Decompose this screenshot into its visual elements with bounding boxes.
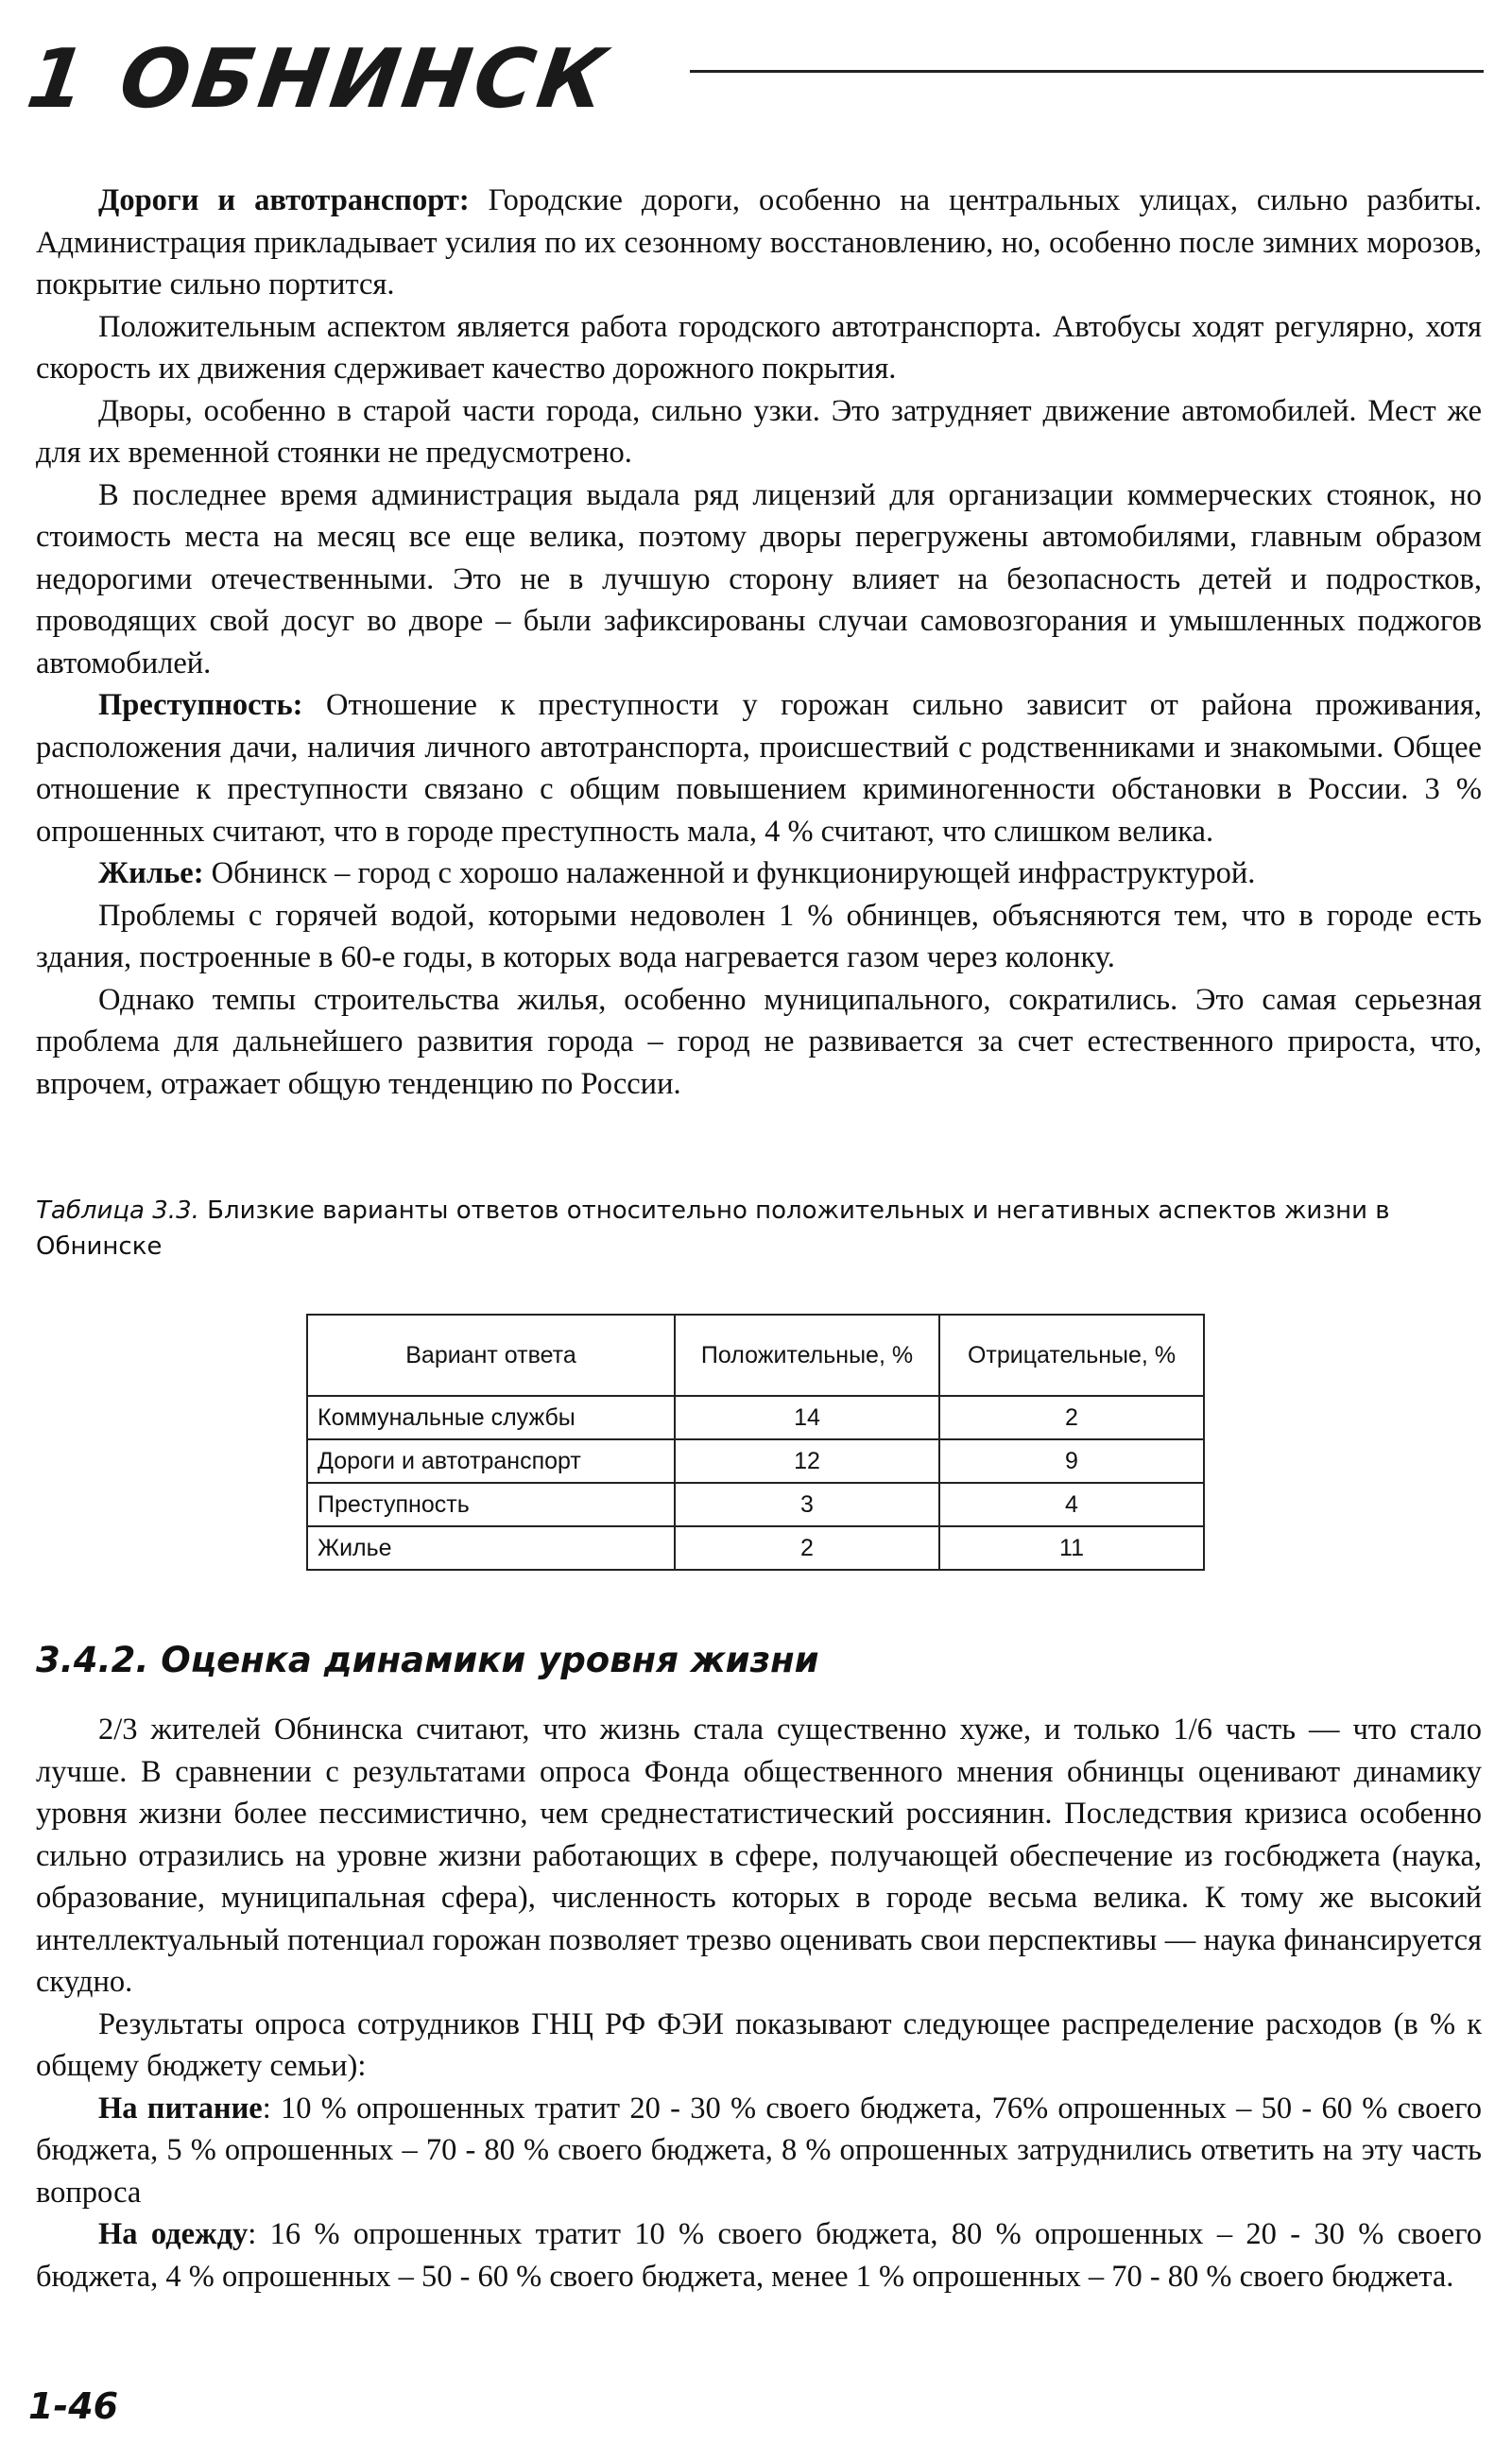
paragraph-text: Проблемы с горячей водой, которыми недоволен 1 % обнинцев, объясняются тем, что в городе есть здания, построенные в 60-е годы, в которых вода нагревается газом через колонку.: [36, 898, 1482, 974]
table-caption: [36, 1193, 1482, 1265]
table-row: [307, 1439, 1204, 1483]
paragraph-text: Обнинск – город с хорошо налаженной и функционирующей инфраструктурой.: [203, 856, 1256, 890]
column-header: Отрицательные, %: [939, 1315, 1204, 1396]
paragraph: [36, 684, 1482, 852]
chapter-title: 1 ОБНИНСК: [21, 32, 615, 127]
paragraph: [36, 1709, 1482, 2004]
page-number: 1-46: [28, 2385, 119, 2427]
table-row: [307, 1483, 1204, 1526]
table-cell: Жилье: [307, 1526, 675, 1570]
paragraph: [36, 895, 1482, 979]
paragraph: [36, 180, 1482, 306]
table-cell: 9: [939, 1439, 1204, 1483]
paragraph-text: : 10 % опрошенных тратит 20 - 30 % своего бюджета, 76% опрошенных – 50 - 60 % своего бюджета, 5 % опрошенных – 70 - 80 % своего бюджета, 8 % опрошенных затруднились ответить на эту часть вопроса: [36, 2091, 1483, 2210]
paragraph-text: Однако темпы строительства жилья, особенно муниципального, сократились. Это самая серьезная проблема для дальнейшего развития города – город не развивается за счет естественного прироста, что, впрочем, отражает общую тенденцию по России.: [36, 982, 1482, 1101]
paragraph-lead: Дороги и автотранспорт:: [98, 183, 470, 217]
table-container: [306, 1314, 1205, 1571]
header-rule: [690, 70, 1484, 73]
table-cell: Коммунальные службы: [307, 1396, 675, 1439]
paragraph-lead: Жилье:: [98, 856, 204, 890]
paragraph: [36, 2213, 1482, 2298]
table-caption-text: Близкие варианты ответов относительно положительных и негативных аспектов жизни в Обнинске: [36, 1196, 1390, 1261]
table-cell: 3: [675, 1483, 939, 1526]
paragraph-text: Дворы, особенно в старой части города, сильно узки. Это затрудняет движение автомобилей. Мест же для их временной стоянки не предусмотрено.: [36, 393, 1482, 470]
table-row: [307, 1396, 1204, 1439]
paragraph: [36, 2004, 1482, 2088]
table-cell: 12: [675, 1439, 939, 1483]
paragraph: [36, 852, 1482, 895]
column-header: Вариант ответа: [307, 1315, 675, 1396]
table-cell: 2: [939, 1396, 1204, 1439]
body-section-1: [36, 180, 1482, 1105]
paragraph-text: Городские дороги, особенно на центральных улицах, сильно разбиты. Администрация прикладывает усилия по их сезонному восстановлению, но, особенно после зимних морозов, покрытие сильно портится.: [36, 183, 1482, 301]
section-heading: 3.4.2. Оценка динамики уровня жизни: [36, 1640, 819, 1680]
data-table: [306, 1314, 1205, 1571]
paragraph-lead: На одежду: [98, 2217, 249, 2251]
paragraph-text: : 16 % опрошенных тратит 10 % своего бюджета, 80 % опрошенных – 20 - 30 % своего бюджета, 4 % опрошенных – 50 - 60 % своего бюджета, менее 1 % опрошенных – 70 - 80 % своего бюджета.: [36, 2217, 1482, 2294]
paragraph-lead: Преступность:: [98, 688, 303, 722]
paragraph-text: Результаты опроса сотрудников ГНЦ РФ ФЭИ показывают следующее распределение расходов (в % к общему бюджету семьи):: [36, 2006, 1482, 2083]
body-section-2: [36, 1709, 1482, 2298]
paragraph-text: В последнее время администрация выдала ряд лицензий для организации коммерческих стоянок, но стоимость места на месяц все еще велика, поэтому дворы перегружены автомобилями, главным образом недорогими отечественными. Это не в лучшую сторону влияет на безопасность детей и подростков, проводящих свой досуг во дворе – были зафиксированы случаи самовозгорания и умышленных поджогов автомобилей.: [36, 477, 1482, 680]
table-cell: Преступность: [307, 1483, 675, 1526]
table-cell: 4: [939, 1483, 1204, 1526]
table-cell: Дороги и автотранспорт: [307, 1439, 675, 1483]
column-header: Положительные, %: [675, 1315, 939, 1396]
paragraph: [36, 306, 1482, 390]
paragraph-text: 2/3 жителей Обнинска считают, что жизнь стала существенно хуже, и только 1/6 часть — что стало лучше. В сравнении с результатами опроса Фонда общественного мнения обнинцы оценивают динамику уровня жизни более пессимистично, чем среднестатистический россиянин. Последствия кризиса особенно сильно отразились на уровне жизни работающих в сфере, получающей обеспечение из госбюджета (наука, образование, муниципальная сфера), численность которых в городе весьма велика. К тому же высокий интеллектуальный потенциал горожан позволяет трезво оценивать свои перспективы — наука финансируется скудно.: [36, 1712, 1482, 1999]
paragraph-text: Положительным аспектом является работа городского автотранспорта. Автобусы ходят регулярно, хотя скорость их движения сдерживает качество дорожного покрытия.: [36, 309, 1482, 386]
paragraph: [36, 2088, 1482, 2214]
paragraph: [36, 979, 1482, 1106]
table-cell: 11: [939, 1526, 1204, 1570]
table-row: [307, 1526, 1204, 1570]
paragraph-lead: На питание: [98, 2091, 263, 2125]
paragraph: [36, 474, 1482, 685]
table-header-row: [307, 1315, 1204, 1396]
paragraph: [36, 390, 1482, 474]
paragraph-text: Отношение к преступности у горожан сильно зависит от района проживания, расположения дачи, наличия личного автотранспорта, происшествий с родственниками и знакомыми. Общее отношение к преступности связано с общим повышением криминогенности обстановки в России. 3 % опрошенных считают, что в городе преступность мала, 4 % считают, что слишком велика.: [36, 688, 1482, 849]
table-cell: 14: [675, 1396, 939, 1439]
table-cell: 2: [675, 1526, 939, 1570]
table-caption-label: Таблица 3.3.: [36, 1196, 199, 1225]
page-header: [21, 28, 1484, 132]
